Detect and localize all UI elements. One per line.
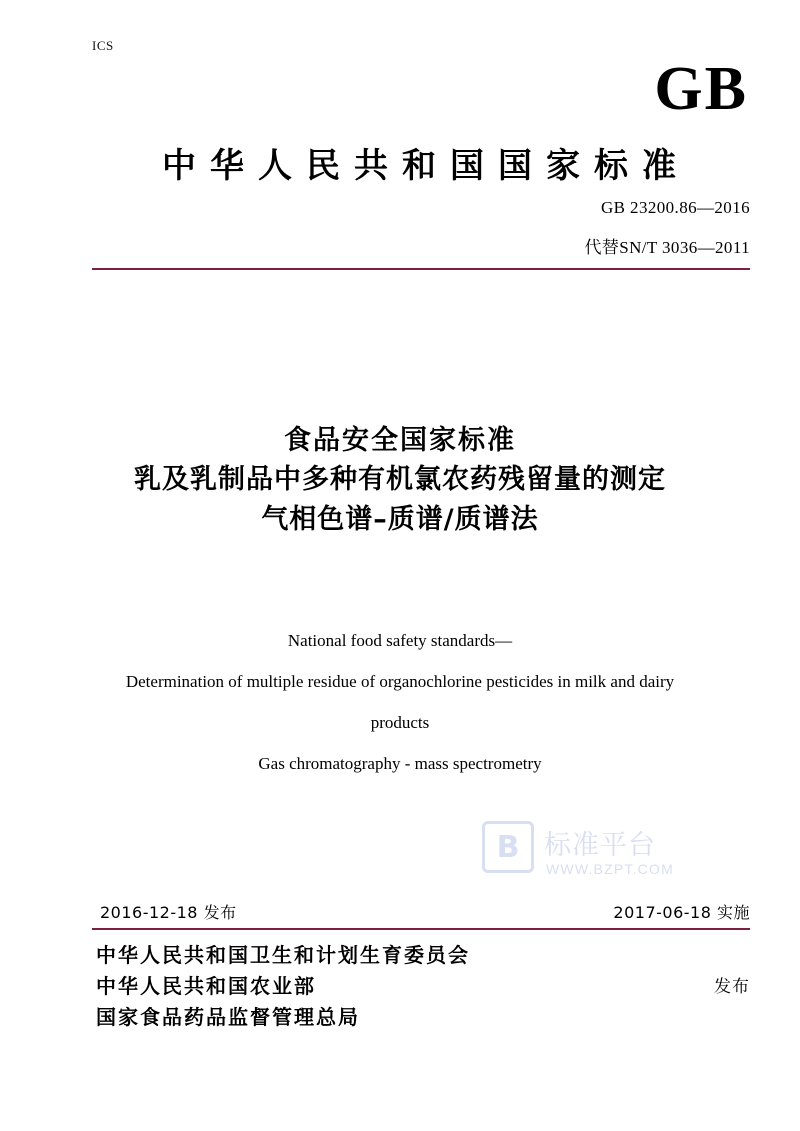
english-title-block: [70, 620, 730, 784]
publisher-item: 中华人民共和国卫生和计划生育委员会: [96, 943, 470, 967]
chinese-title-line-3: 气相色谱–质谱/质谱法: [261, 504, 539, 535]
issue-date: 2016-12-18 发布: [100, 903, 237, 922]
replaces-standard: 代替SN/T 3036—2011: [584, 238, 750, 257]
national-standard-title: 中华人民共和国国家标准: [162, 146, 690, 186]
publish-label: 发布: [714, 977, 750, 997]
publisher-item: 中华人民共和国农业部: [96, 974, 316, 998]
chinese-title-block: [0, 422, 800, 540]
english-title-line-3: products: [370, 713, 430, 732]
header-divider: [92, 268, 750, 270]
publisher-list: [96, 940, 470, 1033]
ics-label: ICS: [92, 38, 114, 53]
english-title-line-2: Determination of multiple residue of organochlorine pesticides in milk and dairy: [125, 672, 675, 691]
watermark-logo-icon: B: [482, 821, 534, 873]
gb-logo-text: GB: [654, 55, 748, 123]
implementation-date: 2017-06-18 实施: [613, 903, 750, 922]
chinese-title-line-1: 食品安全国家标准: [284, 425, 516, 456]
watermark: [482, 815, 742, 900]
standard-code: GB 23200.86—2016: [600, 198, 750, 217]
watermark-url: WWW.BZPT.COM: [546, 861, 674, 877]
chinese-title-line-2: 乳及乳制品中多种有机氯农药残留量的测定: [134, 464, 666, 495]
publisher-item: 国家食品药品监督管理总局: [96, 1005, 360, 1029]
footer-divider: [92, 928, 750, 930]
english-title-line-1: National food safety standards—: [287, 631, 513, 650]
english-title-line-4: Gas chromatography - mass spectrometry: [258, 754, 542, 773]
watermark-brand: 标准平台: [544, 830, 656, 861]
